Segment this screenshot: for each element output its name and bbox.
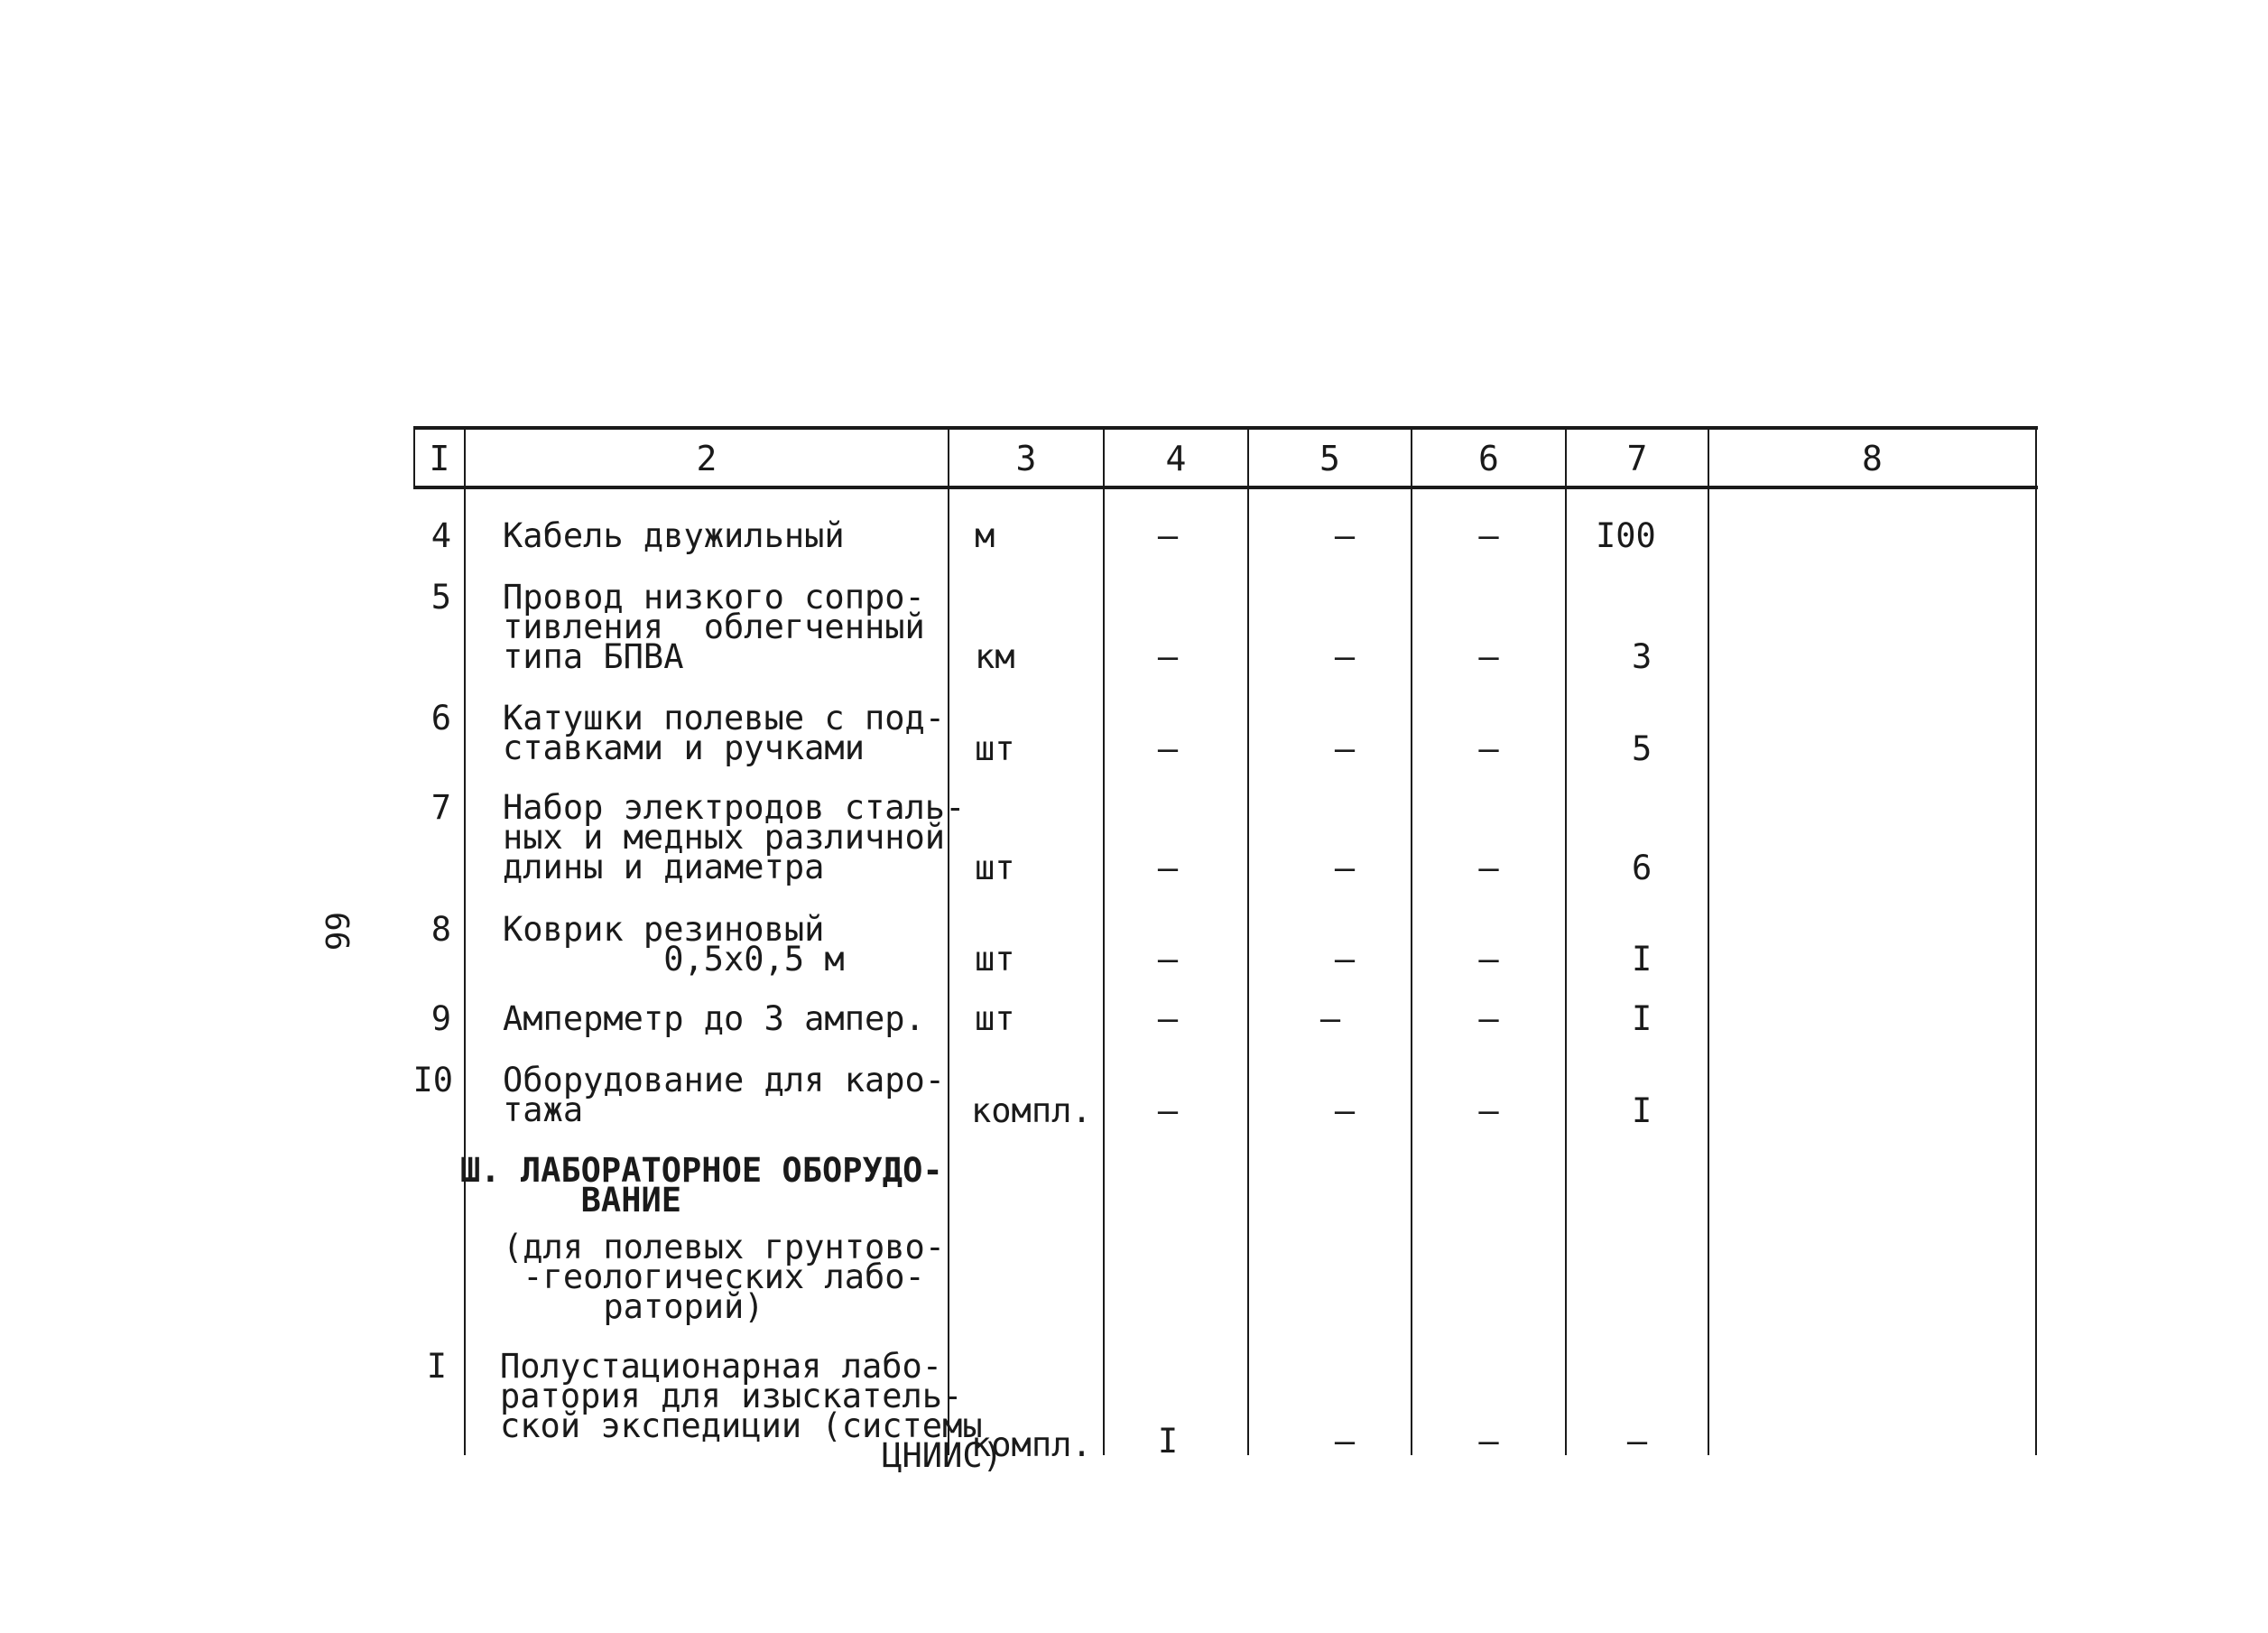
item-col6: – <box>1478 1091 1499 1130</box>
item-unit: шт <box>975 940 1015 979</box>
item-col5: – <box>1334 729 1356 768</box>
header-col-8: 8 <box>1862 439 1883 478</box>
item-col4: – <box>1157 516 1179 555</box>
item-unit: км <box>975 637 1015 676</box>
section-subtitle: (для полевых грунтово- -геологических лабо- раторий) <box>503 1228 946 1326</box>
item-col6: – <box>1478 940 1499 979</box>
table-header-rule <box>413 486 2038 489</box>
item-name: Коврик резиновый 0,5х0,5 м <box>503 910 845 979</box>
header-col-6: 6 <box>1478 439 1499 478</box>
column-divider-4 <box>1247 428 1249 1455</box>
header-col-7: 7 <box>1626 439 1648 478</box>
item-unit: шт <box>975 849 1015 887</box>
row-number: 9 <box>430 999 451 1038</box>
item-name: Оборудование для каро- тажа <box>503 1061 946 1129</box>
row-number: 8 <box>430 910 451 949</box>
header-col-3: 3 <box>1015 439 1037 478</box>
item-col6: – <box>1478 729 1499 768</box>
item-name: Полустационарная лабо- ратория для изыскатель- ской экспедиции (системы ЦНИИС) <box>500 1347 1003 1475</box>
header-col-1: I <box>429 439 450 478</box>
item-name: Амперметр до 3 ампер. <box>503 999 925 1038</box>
item-col7: I <box>1632 940 1652 979</box>
item-col7: I <box>1632 1091 1652 1130</box>
item-col7: – <box>1626 1422 1648 1461</box>
header-col-4: 4 <box>1165 439 1187 478</box>
item-col7: 6 <box>1632 849 1652 887</box>
row-number: I <box>426 1347 447 1386</box>
row-number: I0 <box>412 1061 453 1099</box>
item-col5: – <box>1334 516 1356 555</box>
row-number: 7 <box>430 788 451 827</box>
item-col6: – <box>1478 516 1499 555</box>
item-unit: м <box>975 516 995 555</box>
header-col-2: 2 <box>696 439 717 478</box>
row-number: 6 <box>430 699 451 738</box>
item-col5: – <box>1319 999 1341 1038</box>
item-col5: – <box>1334 1091 1356 1130</box>
row-number: 5 <box>430 578 451 617</box>
item-col4: – <box>1157 1091 1179 1130</box>
item-name: Провод низкого сопро- тивления облегченный типа БПВА <box>503 578 925 676</box>
item-col4: – <box>1157 999 1179 1038</box>
section-title: Ш. ЛАБОРАТОРНОЕ ОБОРУДО- ВАНИЕ <box>460 1151 943 1220</box>
item-name: Кабель двужильный <box>503 516 845 555</box>
item-unit: шт <box>975 729 1015 768</box>
item-name: Набор электродов сталь- ных и медных различной длины и диаметра <box>503 788 966 886</box>
item-col6: – <box>1478 637 1499 676</box>
item-unit: компл. <box>971 1425 1092 1464</box>
row-number: 4 <box>430 516 451 555</box>
item-col5: – <box>1334 940 1356 979</box>
column-divider-5 <box>1411 428 1412 1455</box>
item-unit: шт <box>975 999 1015 1038</box>
item-col4: – <box>1157 729 1179 768</box>
item-col4: – <box>1157 849 1179 887</box>
column-divider-3 <box>1103 428 1105 1455</box>
item-name: Катушки полевые с под- ставками и ручками <box>503 699 946 767</box>
item-col5: – <box>1334 1422 1356 1461</box>
item-col7: I <box>1632 999 1652 1038</box>
column-divider-7 <box>1708 428 1709 1455</box>
item-col4: – <box>1157 940 1179 979</box>
item-col4: I <box>1157 1422 1179 1461</box>
column-divider-1 <box>464 428 466 1455</box>
column-divider-2 <box>948 428 949 1455</box>
page-number: 66 <box>318 912 355 951</box>
item-unit: компл. <box>971 1091 1092 1130</box>
table-top-rule <box>413 426 2038 430</box>
item-col6: – <box>1478 1422 1499 1461</box>
item-col6: – <box>1478 999 1499 1038</box>
item-col6: – <box>1478 849 1499 887</box>
item-col7: 3 <box>1632 637 1652 676</box>
header-col-5: 5 <box>1319 439 1340 478</box>
item-col5: – <box>1334 637 1356 676</box>
item-col7: I00 <box>1596 516 1656 555</box>
item-col4: – <box>1157 637 1179 676</box>
column-divider-6 <box>1565 428 1567 1455</box>
table-border-right <box>2035 428 2037 1455</box>
item-col7: 5 <box>1632 729 1652 768</box>
item-col5: – <box>1334 849 1356 887</box>
